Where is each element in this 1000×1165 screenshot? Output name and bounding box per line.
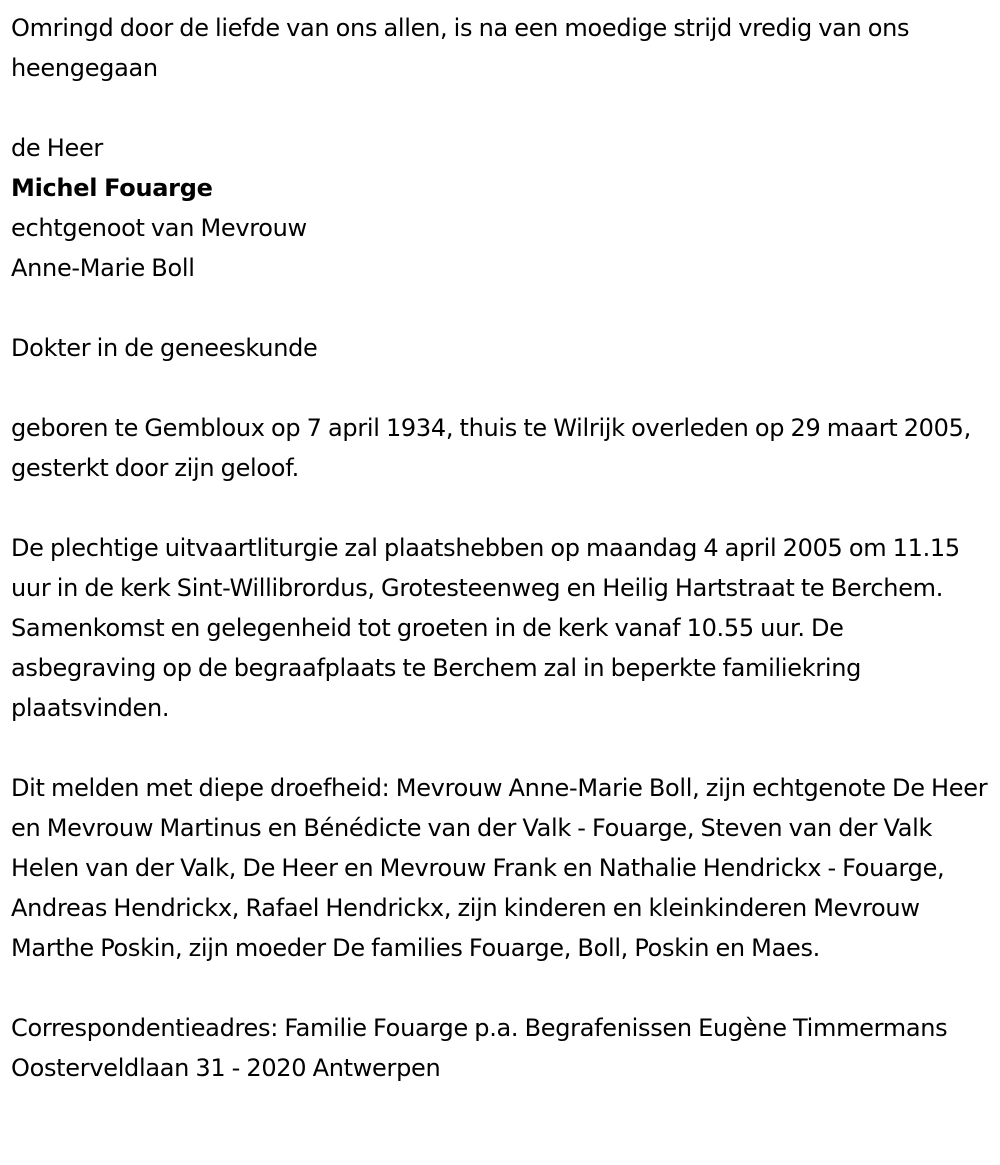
birth-death-text: geboren te Gembloux op 7 april 1934, thuis te Wilrijk overleden op 29 maart 2005, gesterkt door zijn geloof. <box>11 414 971 482</box>
spouse-line-1: echtgenoot van Mevrouw <box>11 214 307 242</box>
family-text: Dit melden met diepe droefheid: Mevrouw Anne-Marie Boll, zijn echtgenote De Heer en Mevrouw Martinus en Bénédicte van der Valk - Fouarge, Steven van der Valk Helen van der Valk, De Heer en Mevrouw Frank en Nathalie Hendrickx - Fouarge, Andreas Hendrickx, Rafael Hendrickx, zijn kinderen en kleinkinderen Mevrouw Marthe Poskin, zijn moeder De families Fouarge, Boll, Poskin en Maes. <box>11 774 988 962</box>
intro-text: Omringd door de liefde van ons allen, is na een moedige strijd vredig van ons heengegaan <box>11 14 910 82</box>
death-notice <box>11 8 993 1088</box>
correspondence-text: Correspondentieadres: Familie Fouarge p.a. Begrafenissen Eugène Timmermans Oosterveldlaan 31 - 2020 Antwerpen <box>11 1014 948 1082</box>
spacer <box>11 728 993 768</box>
deceased-name: Michel Fouarge <box>11 174 213 202</box>
funeral-text: De plechtige uitvaartliturgie zal plaatshebben op maandag 4 april 2005 om 11.15 uur in de kerk Sint-Willibrordus, Grotesteenweg en Heilig Hartstraat te Berchem. Samenkomst en gelegenheid tot groeten in de kerk vanaf 10.55 uur. De asbegraving op de begraafplaats te Berchem zal in beperkte familiekring plaatsvinden. <box>11 534 960 722</box>
spouse-line-2: Anne-Marie Boll <box>11 254 195 282</box>
spacer <box>11 288 993 328</box>
spacer <box>11 968 993 1008</box>
spacer <box>11 368 993 408</box>
profession-text: Dokter in de geneeskunde <box>11 334 318 362</box>
spacer <box>11 88 993 128</box>
honorific-title: de Heer <box>11 134 103 162</box>
spacer <box>11 488 993 528</box>
